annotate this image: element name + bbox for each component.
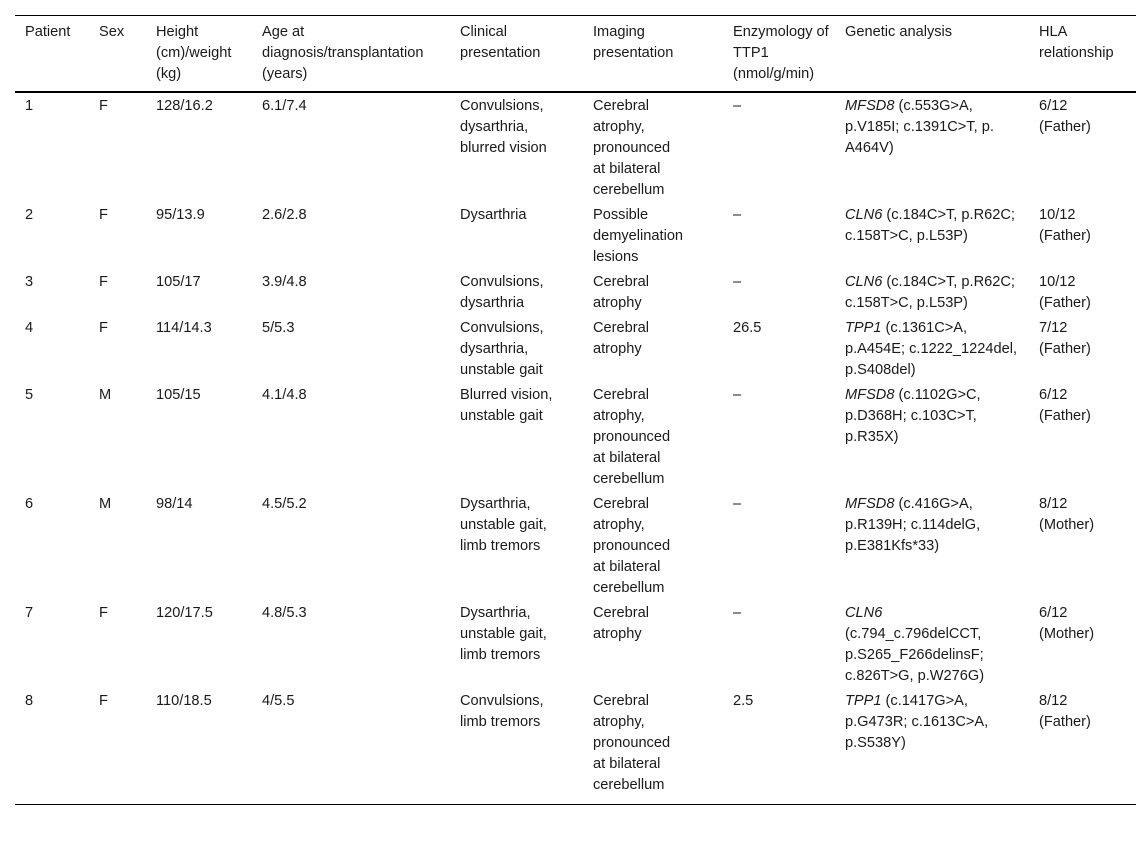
table-header — [15, 16, 1136, 93]
cell-height-weight: 110/18.5 — [156, 693, 212, 709]
cell-hla: 10/12 (Father) — [1039, 207, 1091, 244]
table-row — [15, 315, 1136, 382]
gene-variants: (c.1361C>A, p.A454E; c.1222_1224del, p.S408del) — [845, 320, 1018, 378]
gene-name: MFSD8 — [845, 98, 895, 114]
cell-patient: 3 — [25, 274, 34, 290]
cell-patient: 6 — [25, 496, 34, 512]
cell-clinical: Blurred vision, unstable gait — [460, 387, 553, 424]
table-body — [15, 92, 1136, 805]
cell-hla: 6/12 (Mother) — [1039, 605, 1095, 642]
cell-height-weight: 128/16.2 — [156, 98, 213, 114]
cell-age: 4.5/5.2 — [262, 496, 307, 512]
cell-clinical: Convulsions, dysarthria, unstable gait — [460, 320, 544, 378]
cell-imaging: Cerebral atrophy, pronounced at bilateral cerebellum — [593, 387, 671, 487]
cell-hla: 6/12 (Father) — [1039, 98, 1091, 135]
cell-clinical: Dysarthria — [460, 207, 527, 223]
cell-genetic — [835, 600, 1029, 688]
cell-genetic — [835, 92, 1029, 202]
cell-patient: 2 — [25, 207, 34, 223]
cell-height-weight: 120/17.5 — [156, 605, 213, 621]
cell-imaging: Possible demyelination lesions — [593, 207, 684, 265]
gene-name: CLN6 — [845, 274, 883, 290]
cell-patient: 4 — [25, 320, 34, 336]
cell-hla: 8/12 (Father) — [1039, 693, 1091, 730]
cell-clinical: Dysarthria, unstable gait, limb tremors — [460, 496, 547, 554]
gene-variants: (c.1102G>C, p.D368H; c.103C>T, p.R35X) — [845, 387, 981, 445]
cell-height-weight: 105/17 — [156, 274, 201, 290]
cell-enzymology: – — [733, 605, 742, 621]
cell-height-weight: 114/14.3 — [156, 320, 212, 336]
cell-genetic — [835, 202, 1029, 269]
cell-imaging: Cerebral atrophy — [593, 274, 649, 311]
table-row — [15, 202, 1136, 269]
cell-enzymology: 2.5 — [733, 693, 754, 709]
header-row — [15, 16, 1136, 93]
cell-age: 4.8/5.3 — [262, 605, 307, 621]
cell-imaging: Cerebral atrophy, pronounced at bilateral cerebellum — [593, 693, 671, 793]
cell-genetic — [835, 382, 1029, 491]
gene-name: MFSD8 — [845, 387, 895, 403]
cell-genetic — [835, 315, 1029, 382]
cell-sex: M — [99, 496, 112, 512]
cell-sex: F — [99, 274, 108, 290]
cell-enzymology: 26.5 — [733, 320, 762, 336]
cell-enzymology: – — [733, 207, 742, 223]
cell-sex: F — [99, 98, 108, 114]
header-sex: Sex — [99, 24, 125, 40]
cell-sex: F — [99, 605, 108, 621]
gene-variants: (c.416G>A, p.R139H; c.114delG, p.E381Kfs*33) — [845, 496, 981, 554]
cell-hla: 6/12 (Father) — [1039, 387, 1091, 424]
cell-imaging: Cerebral atrophy, pronounced at bilateral cerebellum — [593, 496, 671, 596]
cell-hla: 8/12 (Mother) — [1039, 496, 1095, 533]
table-row — [15, 382, 1136, 491]
cell-genetic — [835, 491, 1029, 600]
table-row — [15, 600, 1136, 688]
header-age: Age at diagnosis/transplantation (years) — [262, 24, 424, 82]
cell-enzymology: – — [733, 496, 742, 512]
cell-sex: M — [99, 387, 112, 403]
cell-enzymology: – — [733, 98, 742, 114]
cell-sex: F — [99, 693, 108, 709]
patient-table — [15, 15, 1136, 805]
cell-genetic — [835, 688, 1029, 805]
header-hla: HLA relationship — [1039, 24, 1114, 61]
cell-sex: F — [99, 207, 108, 223]
cell-imaging: Cerebral atrophy, pronounced at bilateral cerebellum — [593, 98, 671, 198]
cell-imaging: Cerebral atrophy — [593, 320, 649, 357]
cell-height-weight: 98/14 — [156, 496, 193, 512]
cell-age: 5/5.3 — [262, 320, 295, 336]
header-height-weight: Height (cm)/weight (kg) — [156, 24, 232, 82]
gene-name: CLN6 — [845, 605, 883, 621]
header-genetic: Genetic analysis — [845, 24, 953, 40]
cell-clinical: Convulsions, limb tremors — [460, 693, 544, 730]
cell-age: 6.1/7.4 — [262, 98, 307, 114]
cell-age: 4/5.5 — [262, 693, 295, 709]
gene-variants: (c.1417G>A, p.G473R; c.1613C>A, p.S538Y) — [845, 693, 989, 751]
cell-imaging: Cerebral atrophy — [593, 605, 649, 642]
cell-sex: F — [99, 320, 108, 336]
table-row — [15, 688, 1136, 805]
cell-age: 2.6/2.8 — [262, 207, 307, 223]
cell-patient: 5 — [25, 387, 34, 403]
cell-age: 4.1/4.8 — [262, 387, 307, 403]
cell-clinical: Dysarthria, unstable gait, limb tremors — [460, 605, 547, 663]
header-enzymology: Enzymology of TTP1 (nmol/g/min) — [733, 24, 829, 82]
table-row — [15, 491, 1136, 600]
table-row — [15, 92, 1136, 202]
gene-variants: (c.184C>T, p.R62C; c.158T>C, p.L53P) — [845, 274, 1015, 311]
gene-name: TPP1 — [845, 693, 882, 709]
cell-hla: 10/12 (Father) — [1039, 274, 1091, 311]
gene-name: MFSD8 — [845, 496, 895, 512]
cell-patient: 8 — [25, 693, 34, 709]
gene-name: CLN6 — [845, 207, 883, 223]
cell-patient: 7 — [25, 605, 34, 621]
cell-clinical: Convulsions, dysarthria, blurred vision — [460, 98, 547, 156]
cell-height-weight: 95/13.9 — [156, 207, 205, 223]
cell-enzymology: – — [733, 387, 742, 403]
cell-hla: 7/12 (Father) — [1039, 320, 1091, 357]
gene-variants: (c.794_c.796delCCT, p.S265_F266delinsF; c.826T>G, p.W276G) — [845, 626, 985, 684]
header-imaging: Imaging presentation — [593, 24, 674, 61]
cell-height-weight: 105/15 — [156, 387, 201, 403]
cell-patient: 1 — [25, 98, 34, 114]
gene-variants: (c.553G>A, p.V185I; c.1391C>T, p. A464V) — [845, 98, 994, 156]
cell-genetic — [835, 269, 1029, 315]
table-row — [15, 269, 1136, 315]
header-clinical: Clinical presentation — [460, 24, 541, 61]
cell-clinical: Convulsions, dysarthria — [460, 274, 544, 311]
cell-age: 3.9/4.8 — [262, 274, 307, 290]
cell-enzymology: – — [733, 274, 742, 290]
gene-variants: (c.184C>T, p.R62C; c.158T>C, p.L53P) — [845, 207, 1015, 244]
header-patient: Patient — [25, 24, 71, 40]
gene-name: TPP1 — [845, 320, 882, 336]
